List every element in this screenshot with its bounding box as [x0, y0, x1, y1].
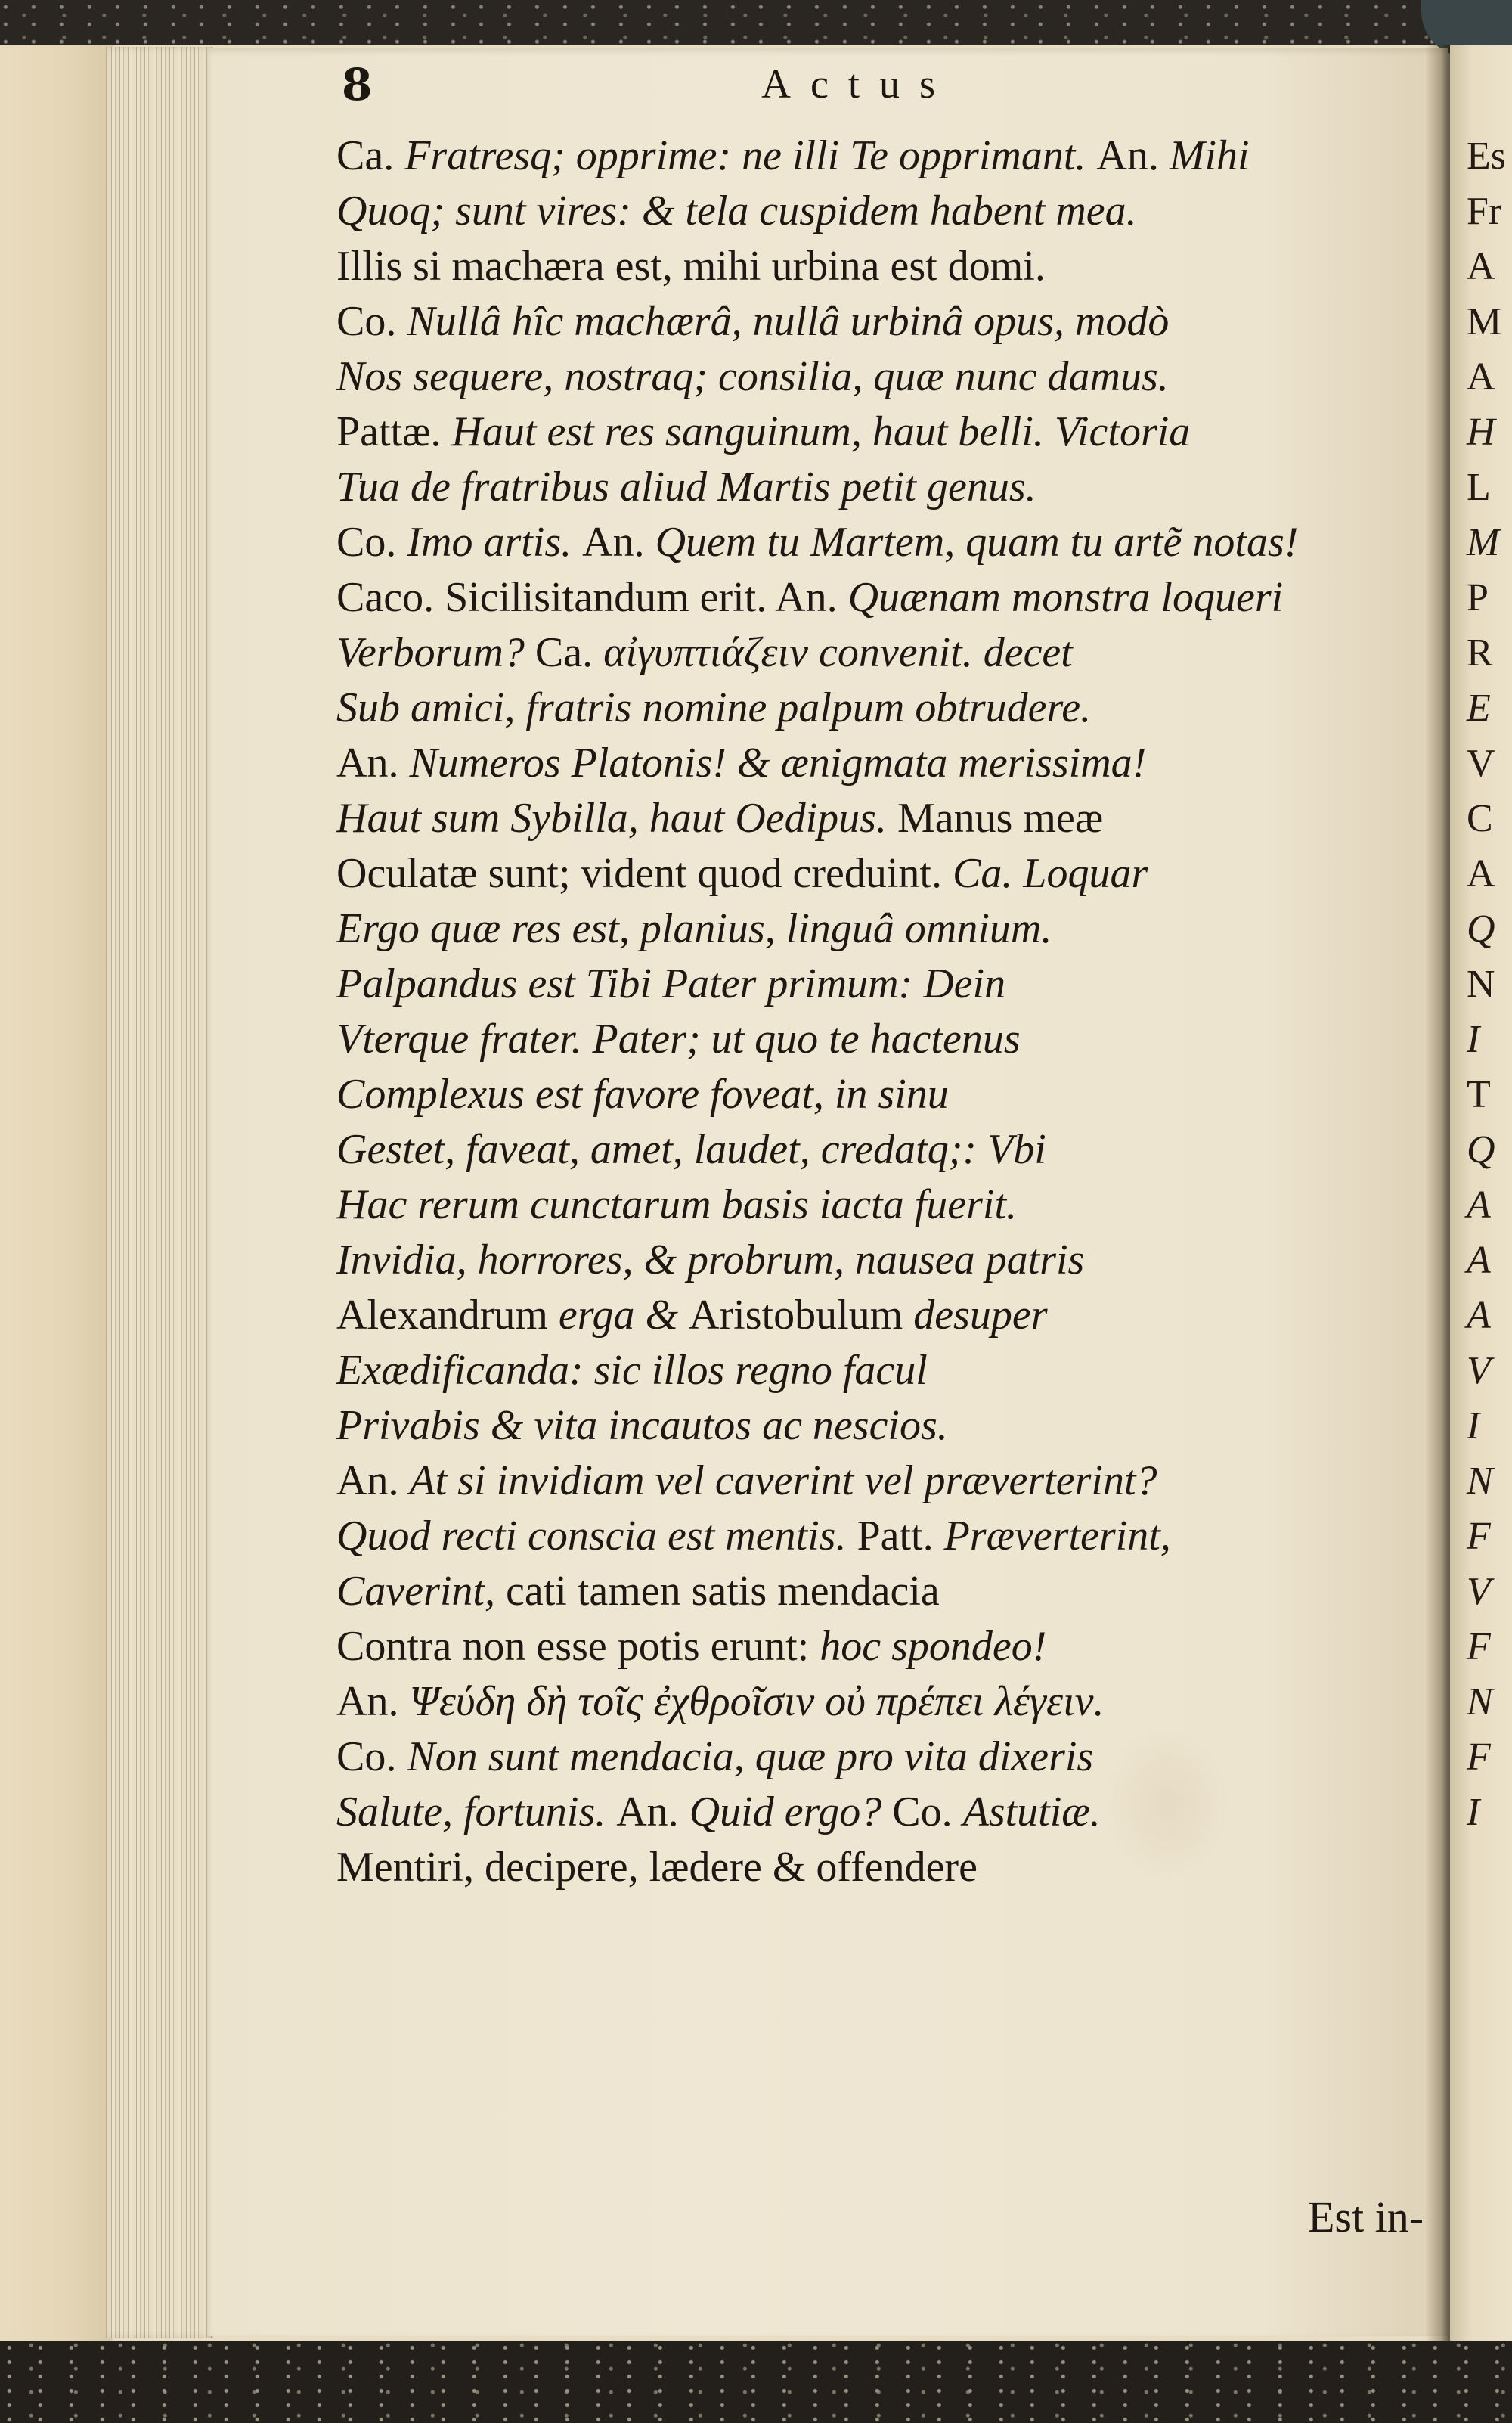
text-line: [336, 515, 1440, 570]
facing-line-fragment: Q: [1467, 907, 1495, 951]
text-segment: Co.: [336, 1733, 407, 1780]
text-line: [336, 957, 1440, 1012]
facing-line-fragment: I: [1467, 1018, 1480, 1061]
text-line: [336, 1785, 1440, 1840]
text-line: [336, 1398, 1440, 1453]
scan-top-border: [0, 0, 1512, 45]
text-segment: Salute, fortunis.: [336, 1789, 617, 1835]
text-segment: Non sunt mendacia, quæ pro vita dixeris: [407, 1733, 1094, 1780]
scan-bottom-border: [0, 2341, 1512, 2423]
text-line: [336, 791, 1440, 846]
facing-line-fragment: V: [1467, 1570, 1491, 1613]
text-segment: An.: [1096, 132, 1170, 179]
page-edges: [106, 47, 213, 2338]
text-segment: Mihi: [1169, 132, 1250, 179]
text-segment: Numeros Platonis! & ænigmata merissima!: [409, 740, 1147, 786]
facing-line-fragment: M: [1467, 300, 1502, 343]
text-segment: Pattæ.: [336, 408, 452, 455]
text-segment: Verborum?: [336, 629, 535, 676]
text-line: [336, 1564, 1440, 1619]
text-segment: Quod recti conscia est mentis.: [336, 1512, 857, 1559]
facing-page-text: [1467, 129, 1512, 1840]
facing-line-fragment: I: [1467, 1404, 1480, 1447]
facing-line-fragment: A: [1467, 245, 1495, 288]
text-segment: Patt.: [857, 1512, 944, 1559]
text-line: [336, 625, 1440, 681]
facing-line-fragment: V: [1467, 742, 1495, 785]
facing-line-fragment: M: [1467, 521, 1500, 564]
text-line: [336, 1233, 1440, 1288]
text-line: [336, 846, 1440, 901]
text-segment: Gestet, faveat, amet, laudet, credatq;: Vbi: [336, 1126, 1046, 1173]
text-segment: Caco. Sicilisitandum erit. An.: [336, 574, 848, 621]
text-line: [336, 184, 1440, 239]
facing-line-fragment: T: [1467, 1073, 1491, 1116]
text-line: [336, 294, 1440, 349]
facing-line-fragment: F: [1467, 1515, 1491, 1558]
facing-line-fragment: F: [1467, 1736, 1491, 1779]
text-segment: An.: [336, 740, 410, 786]
text-segment: Alexandrum: [336, 1292, 559, 1339]
text-line: [336, 1453, 1440, 1509]
text-segment: Complexus est favore foveat, in sinu: [336, 1071, 949, 1118]
text-segment: Sub amici, fratris nomine palpum obtrudere.: [336, 684, 1092, 731]
text-segment: Co.: [336, 519, 407, 566]
facing-line-fragment: V: [1467, 1349, 1491, 1392]
text-line: [336, 129, 1440, 184]
text-line: [336, 460, 1440, 515]
facing-line-fragment: P: [1467, 576, 1489, 619]
facing-line-fragment: A: [1467, 852, 1495, 895]
text-line: [336, 1067, 1440, 1122]
text-line: [336, 1122, 1440, 1177]
text-line: [336, 1288, 1440, 1343]
text-line: [336, 1012, 1440, 1067]
facing-line-fragment: A: [1467, 1184, 1491, 1227]
text-line: [336, 681, 1440, 736]
text-segment: Co.: [336, 298, 407, 345]
text-segment: Illis si machæra est, mihi urbina est domi.: [336, 243, 1046, 290]
text-segment: Quoq; sunt vires: & tela cuspidem habent mea.: [336, 188, 1137, 234]
text-segment: An.: [582, 519, 655, 566]
facing-line-fragment: N: [1467, 1460, 1493, 1503]
catchword: Est in-: [1308, 2192, 1424, 2242]
text-line: [336, 1674, 1440, 1730]
facing-line-fragment: N: [1467, 963, 1495, 1006]
facing-line-fragment: Fr: [1467, 190, 1502, 233]
facing-line-fragment: Q: [1467, 1128, 1495, 1171]
facing-line-fragment: E: [1467, 687, 1491, 730]
facing-line-fragment: I: [1467, 1791, 1480, 1834]
text-segment: An.: [336, 1678, 410, 1725]
text-line: [336, 1343, 1440, 1398]
text-segment: Aristobulum: [689, 1292, 914, 1339]
text-segment: Vterque frater. Pater; ut quo te hactenus: [336, 1016, 1021, 1063]
facing-line-fragment: A: [1467, 1239, 1491, 1282]
text-segment: Tua de fratribus aliud Martis petit genus.: [336, 464, 1036, 510]
text-segment: Hac rerum cunctarum basis iacta fuerit.: [336, 1181, 1018, 1228]
text-segment: At si invidiam vel caverint vel præverterint?: [409, 1457, 1157, 1504]
text-segment: Caverint,: [336, 1568, 506, 1615]
text-segment: Co.: [892, 1789, 963, 1835]
text-segment: Quænam monstra loqueri: [847, 574, 1284, 621]
running-head: Actus: [761, 61, 955, 107]
text-segment: Contra non esse potis erunt:: [336, 1623, 820, 1670]
facing-line-fragment: C: [1467, 797, 1493, 840]
text-segment: Quid ergo?: [689, 1789, 893, 1835]
facing-line-fragment: H: [1467, 411, 1495, 454]
text-segment: Privabis & vita incautos ac nescios.: [336, 1402, 948, 1449]
facing-line-fragment: N: [1467, 1680, 1493, 1723]
text-segment: Manus meæ: [897, 795, 1104, 842]
text-segment: Invidia, horrores, & probrum, nausea patris: [336, 1236, 1085, 1283]
text-segment: Fratresq; opprime: ne illi Te opprimant.: [404, 132, 1097, 179]
text-segment: αἰγυπτιάζειν convenit. decet: [603, 629, 1073, 676]
text-segment: Ca.: [336, 132, 405, 179]
text-line: [336, 570, 1440, 625]
text-line: [336, 901, 1440, 957]
verse-text: [336, 129, 1440, 1895]
text-line: [336, 405, 1440, 460]
text-segment: Nos sequere, nostraq; consilia, quæ nunc damus.: [336, 353, 1169, 400]
text-segment: Ψεύδη δὴ τοῖς ἐχθροῖσιν οὐ πρέπει λέγειν.: [409, 1678, 1105, 1725]
text-segment: Haut sum Sybilla, haut Oedipus.: [336, 795, 897, 842]
text-line: [336, 1730, 1440, 1785]
text-segment: Mentiri, decipere, lædere & offendere: [336, 1844, 978, 1891]
text-line: [336, 349, 1440, 405]
text-segment: cati tamen satis mendacia: [505, 1568, 940, 1615]
text-segment: Haut est res sanguinum, haut belli. Victoria: [451, 408, 1191, 455]
text-segment: Oculatæ sunt; vident quod creduint.: [336, 850, 953, 897]
facing-line-fragment: L: [1467, 466, 1491, 509]
page-header: [342, 59, 1430, 119]
text-segment: Exædificanda: sic illos regno facul: [336, 1347, 928, 1394]
text-line: [336, 736, 1440, 791]
text-segment: Ergo quæ res est, planius, linguâ omnium.: [336, 905, 1052, 952]
text-segment: Astutiæ.: [962, 1789, 1101, 1835]
page-number: 8: [342, 59, 373, 110]
text-segment: hoc spondeo!: [820, 1623, 1047, 1670]
text-line: [336, 1177, 1440, 1233]
facing-line-fragment: A: [1467, 1294, 1491, 1337]
text-segment: Ca.: [534, 629, 604, 676]
text-line: [336, 239, 1440, 294]
facing-line-fragment: Es: [1467, 135, 1506, 178]
text-segment: An.: [336, 1457, 410, 1504]
text-segment: Ca. Loquar: [952, 850, 1148, 897]
text-segment: erga &: [558, 1292, 689, 1339]
text-line: [336, 1840, 1440, 1895]
facing-line-fragment: F: [1467, 1625, 1491, 1668]
text-segment: Palpandus est Tibi Pater primum: Dein: [336, 960, 1006, 1007]
text-segment: desuper: [913, 1292, 1048, 1339]
text-line: [336, 1619, 1440, 1674]
facing-line-fragment: R: [1467, 631, 1493, 675]
text-segment: Nullâ hîc machærâ, nullâ urbinâ opus, modò: [407, 298, 1170, 345]
text-segment: Imo artis.: [407, 519, 583, 566]
text-line: [336, 1509, 1440, 1564]
facing-line-fragment: A: [1467, 355, 1495, 399]
text-segment: Præverterint,: [943, 1512, 1171, 1559]
text-segment: Quem tu Martem, quam tu artẽ notas!: [655, 519, 1299, 566]
text-segment: An.: [616, 1789, 689, 1835]
left-book-edge: [0, 45, 113, 2341]
